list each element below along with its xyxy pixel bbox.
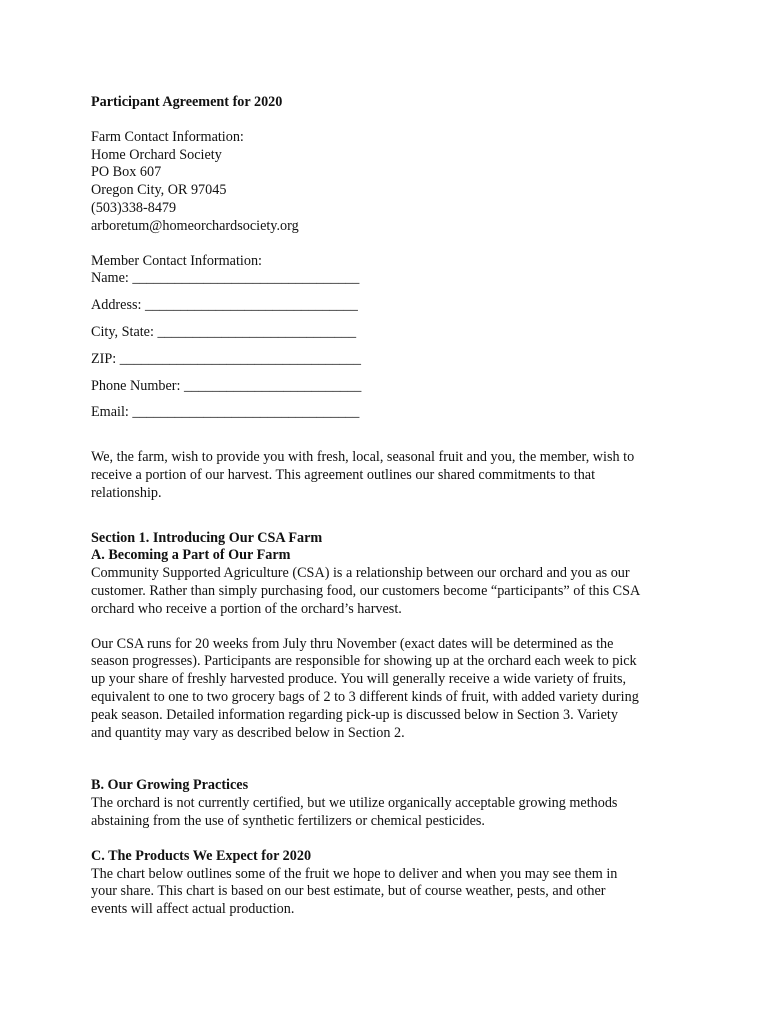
csa-schedule-paragraph — [91, 636, 691, 743]
paragraph-line: The chart below outlines some of the fruit we hope to deliver and when you may see them in — [91, 865, 618, 882]
member-contact-block — [91, 253, 691, 423]
paragraph-line: your share. This chart is based on our best estimate, but of course weather, pests, and other — [91, 883, 606, 900]
name-field[interactable]: Name: ________________________________ — [91, 270, 360, 287]
intro-line: receive a portion of our harvest. This agreement outlines our shared commitments to that — [91, 466, 596, 483]
member-contact-heading: Member Contact Information: — [91, 252, 262, 269]
email-field[interactable]: Email: ________________________________ — [91, 404, 360, 421]
paragraph-line: orchard who receive a portion of the orchard’s harvest. — [91, 600, 402, 617]
paragraph-line: and quantity may vary as described below in Section 2. — [91, 724, 405, 741]
farm-po-box: PO Box 607 — [91, 164, 162, 181]
paragraph-line: Community Supported Agriculture (CSA) is a relationship between our orchard and you as our — [91, 565, 630, 582]
address-field[interactable]: Address: ______________________________ — [91, 297, 358, 314]
city-state-field[interactable]: City, State: ____________________________ — [91, 323, 357, 340]
section-1c — [91, 848, 691, 919]
farm-name: Home Orchard Society — [91, 146, 222, 163]
farm-city: Oregon City, OR 97045 — [91, 182, 227, 199]
section-1a-heading: A. Becoming a Part of Our Farm — [91, 547, 291, 564]
paragraph-line: customer. Rather than simply purchasing food, our customers become “participants” of this CSA — [91, 582, 641, 599]
paragraph-line: Our CSA runs for 20 weeks from July thru November (exact dates will be determined as the — [91, 635, 614, 652]
zip-field[interactable]: ZIP: __________________________________ — [91, 350, 361, 367]
farm-phone: (503)338-8479 — [91, 199, 177, 216]
document-page — [91, 94, 691, 919]
section-1c-heading: C. The Products We Expect for 2020 — [91, 847, 312, 864]
paragraph-line: peak season. Detailed information regarding pick-up is discussed below in Section 3. Variety — [91, 706, 618, 723]
paragraph-line: The orchard is not currently certified, but we utilize organically acceptable growing methods — [91, 795, 618, 812]
farm-contact-heading: Farm Contact Information: — [91, 128, 244, 145]
paragraph-line: equivalent to one to two grocery bags of 2 to 3 different kinds of fruit, with added variety during — [91, 688, 639, 705]
paragraph-line: abstaining from the use of synthetic fertilizers or chemical pesticides. — [91, 812, 485, 829]
intro-line: We, the farm, wish to provide you with fresh, local, seasonal fruit and you, the member, wish to — [91, 449, 635, 466]
section-1-heading: Section 1. Introducing Our CSA Farm — [91, 529, 323, 546]
page-title: Participant Agreement for 2020 — [91, 94, 283, 110]
farm-contact-block — [91, 129, 691, 236]
section-1 — [91, 530, 691, 919]
section-1b — [91, 777, 691, 830]
section-1b-heading: B. Our Growing Practices — [91, 777, 249, 794]
paragraph-line: season progresses). Participants are responsible for showing up at the orchard each week to pick — [91, 653, 637, 670]
intro-line: relationship. — [91, 484, 162, 501]
paragraph-line: events will affect actual production. — [91, 901, 295, 918]
intro-paragraph — [91, 449, 691, 502]
farm-email: arboretum@homeorchardsociety.org — [91, 217, 299, 234]
phone-number-field[interactable]: Phone Number: _________________________ — [91, 377, 362, 394]
paragraph-line: up your share of freshly harvested produce. You will generally receive a wide variety of fruits, — [91, 671, 627, 688]
